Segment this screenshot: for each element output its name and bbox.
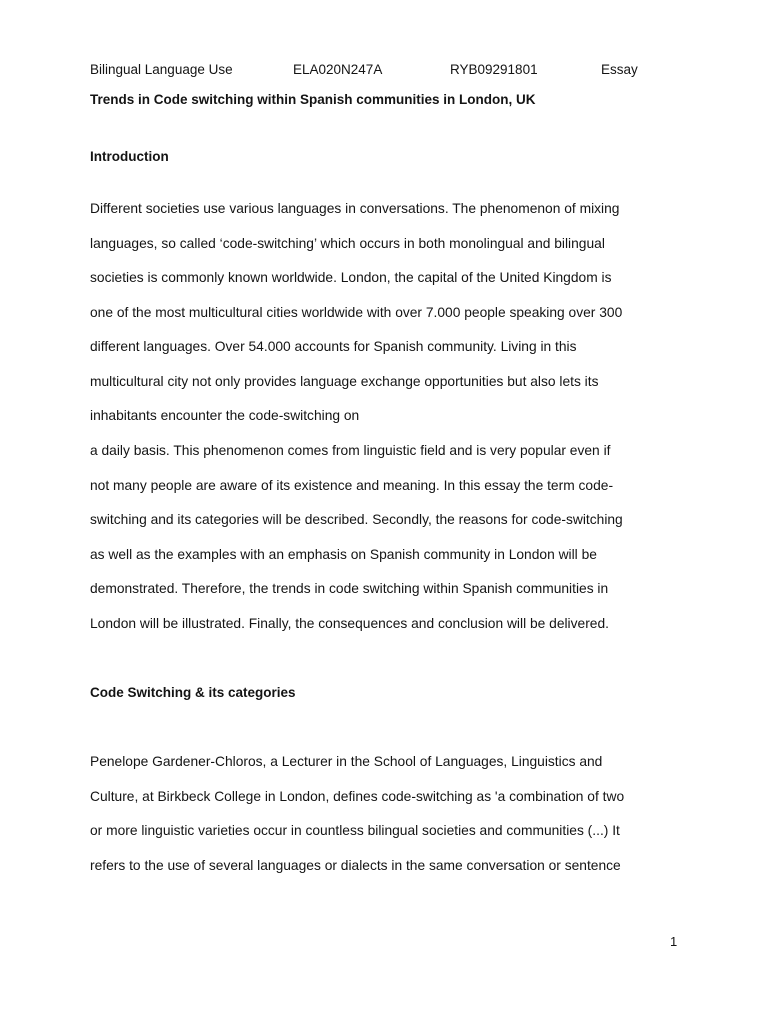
student-id: RYB09291801 <box>450 62 538 77</box>
text-line: as well as the examples with an emphasis on Spanish community in London will be <box>90 546 597 562</box>
introduction-paragraph-2 <box>90 442 690 649</box>
heading-introduction: Introduction <box>90 149 169 164</box>
text-line: switching and its categories will be described. Secondly, the reasons for code-switching <box>90 512 623 527</box>
course-code: ELA020N247A <box>293 62 383 77</box>
text-line: London will be illustrated. Finally, the consequences and conclusion will be delivered. <box>90 615 609 631</box>
text-line: different languages. Over 54.000 accounts for Spanish community. Living in this <box>90 339 577 354</box>
page-number: 1 <box>670 934 678 949</box>
text-line: or more linguistic varieties occur in countless bilingual societies and communities (...) It <box>90 823 620 838</box>
essay-title: Trends in Code switching within Spanish communities in London, UK <box>90 92 536 107</box>
document-header <box>90 62 690 80</box>
text-line: societies is commonly known worldwide. London, the capital of the United Kingdom is <box>90 270 612 285</box>
text-line: not many people are aware of its existence and meaning. In this essay the term code- <box>90 477 614 493</box>
introduction-paragraph-1 <box>90 200 690 442</box>
text-line: inhabitants encounter the code-switching on <box>90 408 360 423</box>
text-line: Different societies use various languages in conversations. The phenomenon of mixing <box>90 201 620 216</box>
text-line: Culture, at Birkbeck College in London, defines code-switching as 'a combination of two <box>90 788 625 804</box>
document-type: Essay <box>601 62 638 77</box>
text-line: Penelope Gardener-Chloros, a Lecturer in the School of Languages, Linguistics and <box>90 754 603 769</box>
text-line: demonstrated. Therefore, the trends in code switching within Spanish communities in <box>90 581 609 596</box>
course-name: Bilingual Language Use <box>90 62 233 77</box>
heading-code-switching: Code Switching & its categories <box>90 685 296 700</box>
text-line: multicultural city not only provides language exchange opportunities but also lets its <box>90 373 599 389</box>
text-line: a daily basis. This phenomenon comes from linguistic field and is very popular even if <box>90 443 611 458</box>
code-switching-paragraph-1 <box>90 753 690 891</box>
text-line: refers to the use of several languages or dialects in the same conversation or sentence <box>90 857 621 873</box>
text-line: languages, so called ‘code-switching’ which occurs in both monolingual and bilingual <box>90 235 605 251</box>
text-line: one of the most multicultural cities worldwide with over 7.000 people speaking over 300 <box>90 304 623 320</box>
